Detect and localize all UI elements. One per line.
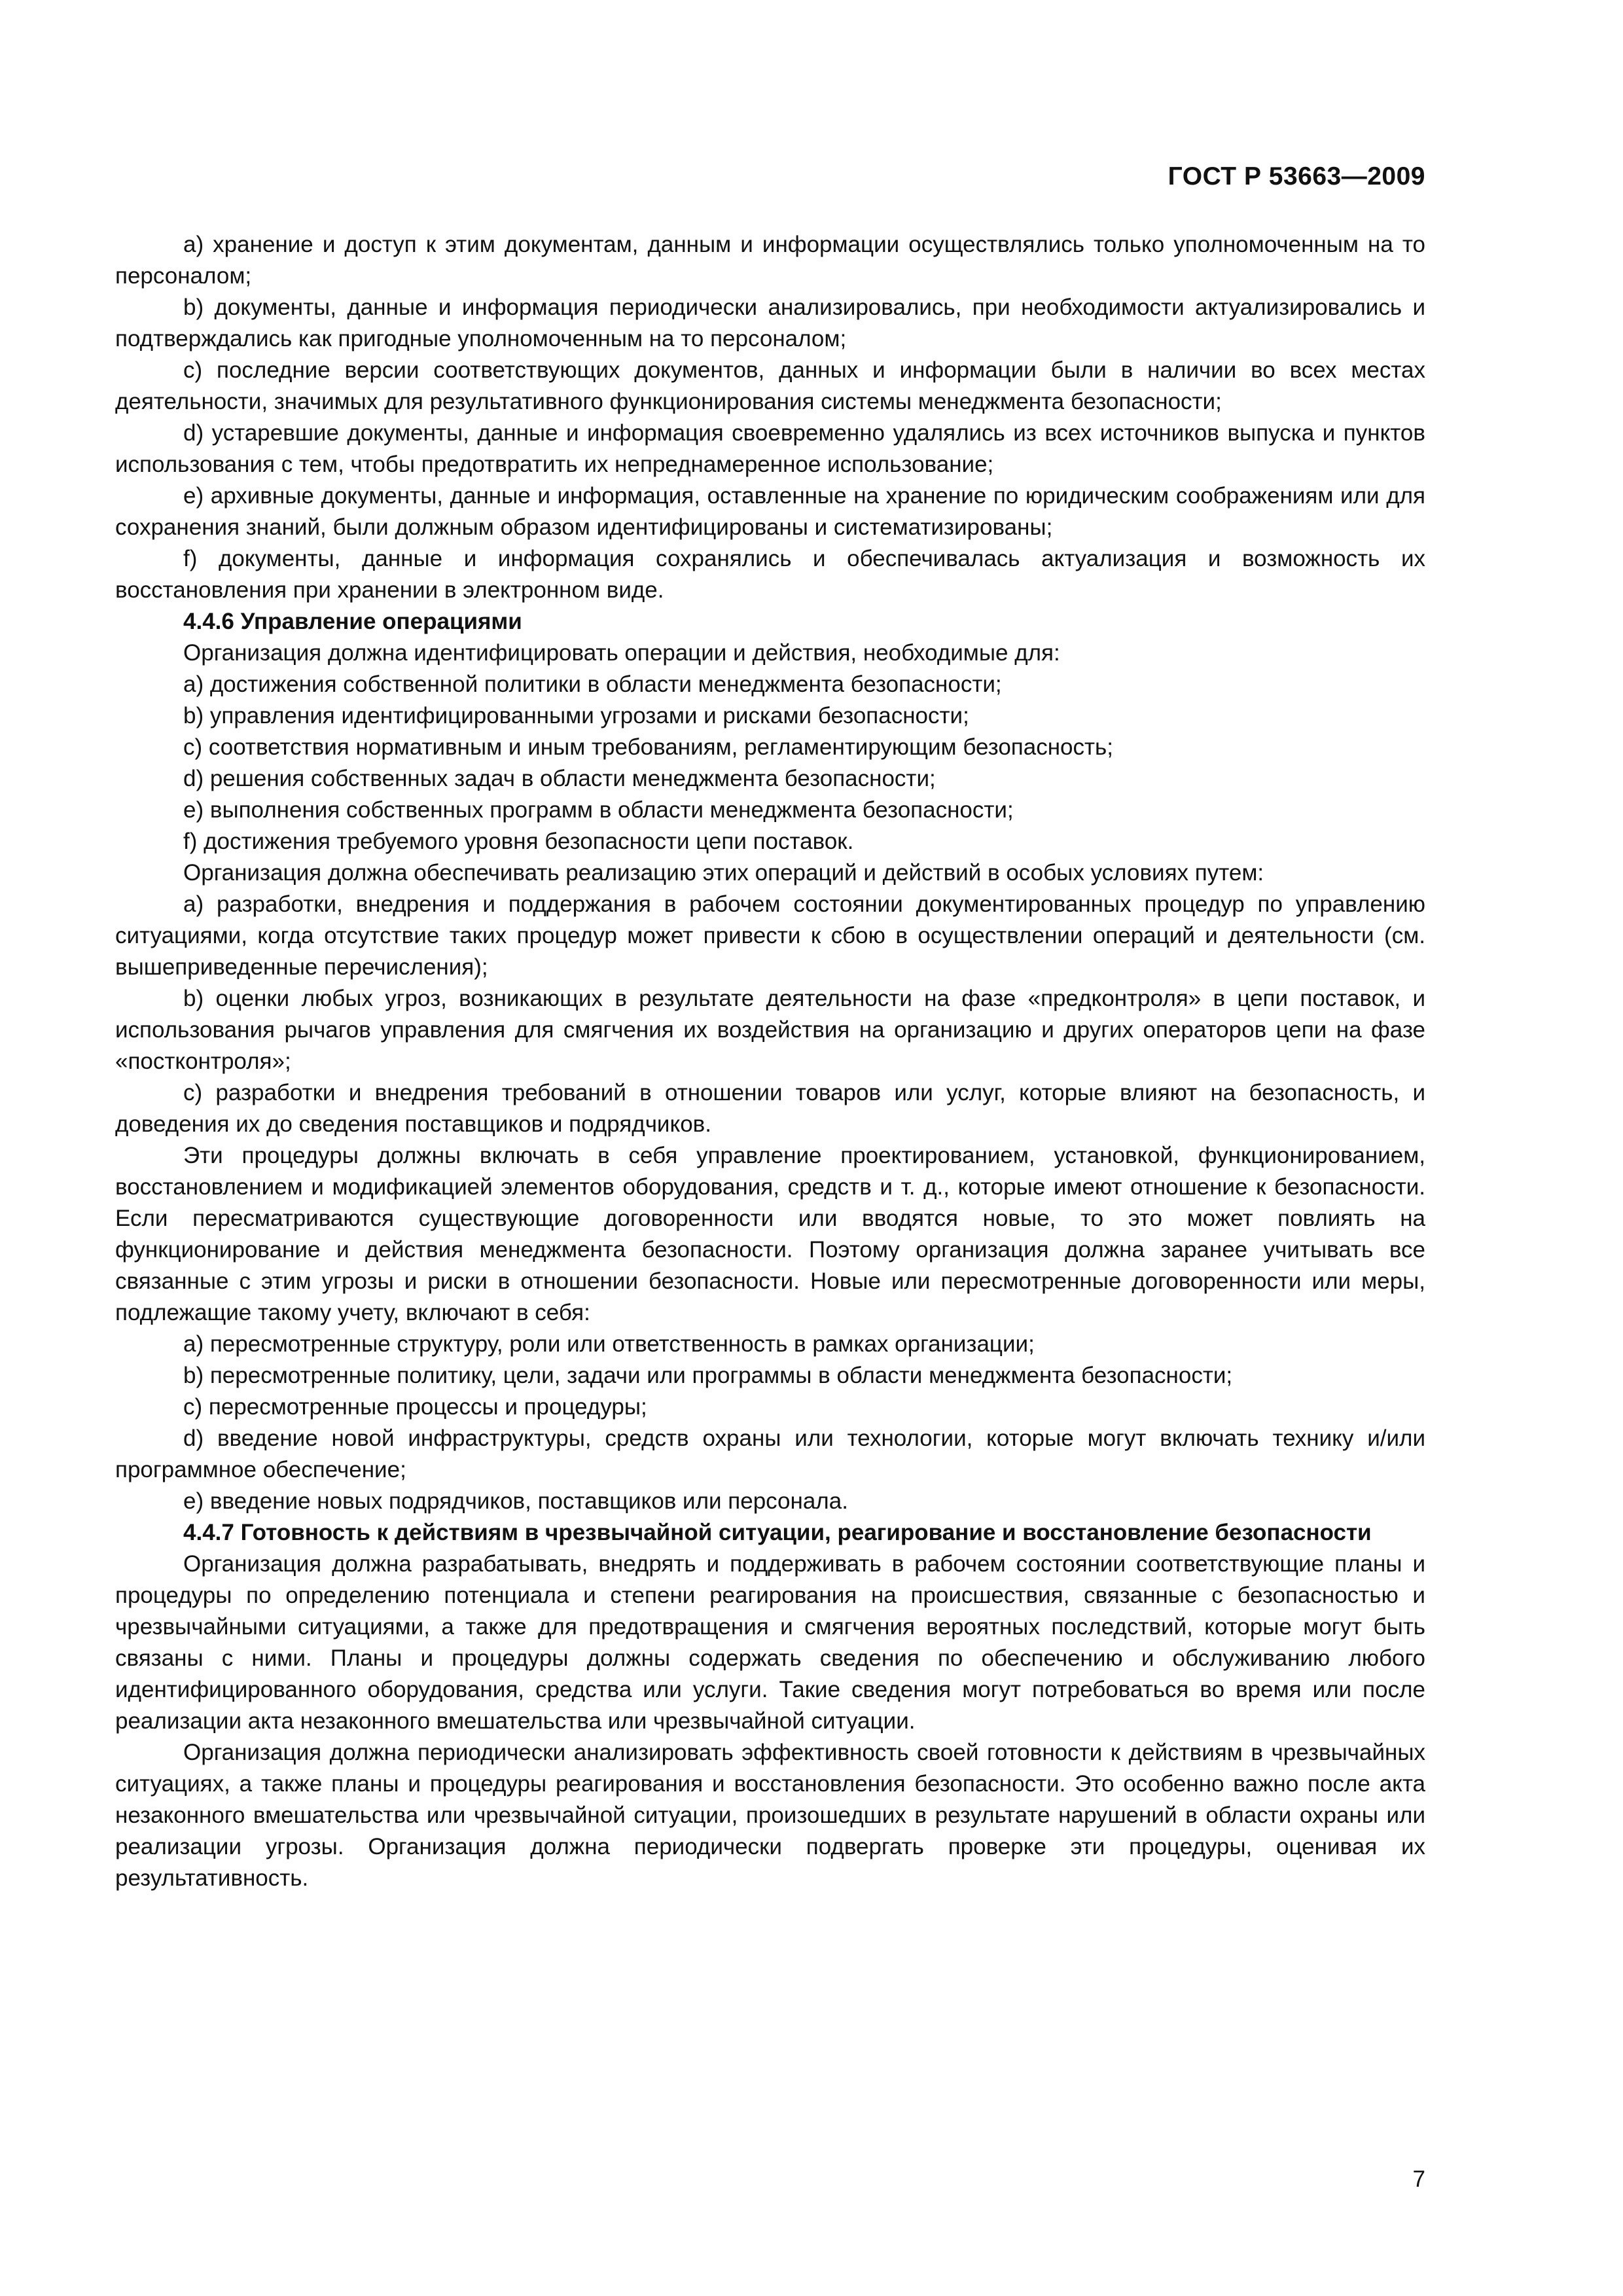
paragraph-4-4-6-item-c: c) соответствия нормативным и иным требованиям, регламентирующим безопасность;	[183, 734, 1113, 760]
document-designation: ГОСТ Р 53663—2009	[1168, 162, 1425, 190]
paragraph-changes-item-a: a) пересмотренные структуру, роли или ответственность в рамках организации;	[183, 1331, 1035, 1357]
paragraph-4-4-5-item-f: f) документы, данные и информация сохранялись и обеспечивалась актуализация и возможность их восстановления при хранении в электронном виде.	[115, 546, 1425, 603]
page-number: 7	[1412, 2166, 1425, 2192]
paragraph-special-conditions-item-c: c) разработки и внедрения требований в отношении товаров или услуг, которые влияют на безопасность, и доведения их до сведения поставщиков и подрядчиков.	[115, 1080, 1425, 1137]
paragraph-4-4-5-item-e: e) архивные документы, данные и информация, оставленные на хранение по юридическим соображениям или для сохранения знаний, были должным образом идентифицированы и систематизированы;	[115, 483, 1425, 540]
paragraph-changes-item-e: e) введение новых подрядчиков, поставщиков или персонала.	[183, 1488, 848, 1514]
paragraph-4-4-6-item-e: e) выполнения собственных программ в области менеджмента безопасности;	[183, 797, 1014, 823]
paragraph-changes-item-b: b) пересмотренные политику, цели, задачи или программы в области менеджмента безопасности;	[183, 1363, 1233, 1388]
paragraph-4-4-5-item-a: a) хранение и доступ к этим документам, данным и информации осуществлялись только уполномоченным на то персоналом;	[115, 232, 1425, 289]
paragraph-special-conditions-item-b: b) оценки любых угроз, возникающих в результате деятельности на фазе «предконтроля» в цепи поставок, и использования рычагов управления для смягчения их воздействия на организацию и других операторов цепи на фазе «постконтроля»;	[115, 986, 1425, 1074]
paragraph-changes-item-c: c) пересмотренные процессы и процедуры;	[183, 1394, 647, 1420]
paragraph-4-4-7-review: Организация должна периодически анализировать эффективность своей готовности к действиям в чрезвычайных ситуациях, а также планы и процедуры реагирования и восстановления безопасности. Это особенно важно после акта незаконного вмешательства или чрезвычайной ситуации, произошедших в результате нарушений в области охраны или реализации угрозы. Организация должна периодически подвергать проверке эти процедуры, оценивая их результативность.	[115, 1740, 1425, 1891]
paragraph-4-4-6-item-b: b) управления идентифицированными угрозами и рисками безопасности;	[183, 703, 969, 728]
paragraph-4-4-5-item-d: d) устаревшие документы, данные и информация своевременно удалялись из всех источников выпуска и пунктов использования с тем, чтобы предотвратить их непреднамеренное использование;	[115, 420, 1425, 477]
paragraph-4-4-6-item-f: f) достижения требуемого уровня безопасности цепи поставок.	[183, 829, 854, 854]
paragraph-special-conditions-intro: Организация должна обеспечивать реализацию этих операций и действий в особых условиях путем:	[183, 860, 1264, 886]
paragraph-4-4-7-plans: Организация должна разрабатывать, внедрять и поддерживать в рабочем состоянии соответствующие планы и процедуры по определению потенциала и степени реагирования на происшествия, связанные с безопасностью и чрезвычайными ситуациями, а также для предотвращения и смягчения вероятных последствий, которые могут быть связаны с ними. Планы и процедуры должны содержать сведения по обеспечению и обслуживанию любого идентифицированного оборудования, средства или услуги. Такие сведения могут потребоваться во время или после реализации акта незаконного вмешательства или чрезвычайной ситуации.	[115, 1551, 1425, 1734]
paragraph-special-conditions-item-a: a) разработки, внедрения и поддержания в рабочем состоянии документированных процедур по управлению ситуациями, когда отсутствие таких процедур может привести к сбою в осуществлении операций и деятельности (см. вышеприведенные перечисления);	[115, 891, 1425, 980]
paragraph-4-4-5-item-b: b) документы, данные и информация периодически анализировались, при необходимости актуализировались и подтверждались как пригодные уполномоченным на то персоналом;	[115, 295, 1425, 351]
paragraph-4-4-6-item-a: a) достижения собственной политики в области менеджмента безопасности;	[183, 672, 1002, 697]
paragraph-4-4-6-item-d: d) решения собственных задач в области менеджмента безопасности;	[183, 766, 936, 791]
paragraph-4-4-5-item-c: c) последние версии соответствующих документов, данных и информации были в наличии во всех местах деятельности, значимых для результативного функционирования системы менеджмента безопасности;	[115, 357, 1425, 414]
paragraph-changes-item-d: d) введение новой инфраструктуры, средств охраны или технологии, которые могут включать технику и/или программное обеспечение;	[115, 1426, 1425, 1482]
section-heading-4-4-7: 4.4.7 Готовность к действиям в чрезвычайной ситуации, реагирование и восстановление безопасности	[183, 1520, 1372, 1545]
document-body	[115, 229, 1425, 1894]
section-heading-4-4-6: 4.4.6 Управление операциями	[183, 609, 522, 634]
paragraph-4-4-6-intro: Организация должна идентифицировать операции и действия, необходимые для:	[183, 640, 1060, 666]
paragraph-procedures: Эти процедуры должны включать в себя управление проектированием, установкой, функционированием, восстановлением и модификацией элементов оборудования, средств и т. д., которые имеют отношение к безопасности. Если пересматриваются существующие договоренности или вводятся новые, то это может повлиять на функционирование и действия менеджмента безопасности. Поэтому организация должна заранее учитывать все связанные с этим угрозы и риски в отношении безопасности. Новые или пересмотренные договоренности или меры, подлежащие такому учету, включают в себя:	[115, 1143, 1425, 1325]
